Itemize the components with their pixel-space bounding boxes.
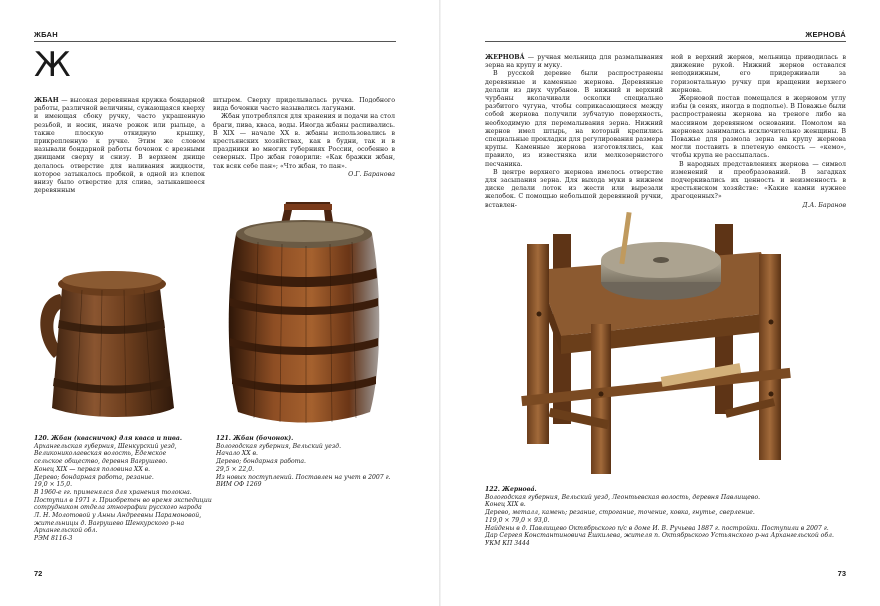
caption-line: ВИМ ОФ 1269: [216, 481, 262, 489]
article-paragraph: В центре верхнего жернова имелось отверстие для засыпания зерна. Для выхода муки в нижнем диске делали лоток из жести или вырезали желобок. С помощью небольшой деревянной ручки, вставлен-: [485, 168, 663, 209]
caption-120: [34, 435, 212, 543]
barrel-image: [218, 198, 388, 426]
caption-line: жительницы д. Вагрушево Шенкурского р-на: [34, 519, 185, 527]
entry-dash: —: [58, 97, 71, 104]
caption-line: Дерево, металл, камень; резание, строгание, точение, ковка, гнутье, сверление.: [485, 509, 755, 517]
article-column-2: [671, 54, 846, 210]
entry-term: ЖБАН: [34, 97, 59, 104]
caption-title: 122. Жернова́.: [485, 486, 537, 493]
article-paragraph: [485, 54, 663, 70]
millstones-image: [491, 204, 831, 480]
caption-line: Конец XIX в.: [485, 501, 526, 509]
caption-line: Л. Н. Молотовой у Анны Андреевны Парамоновой,: [34, 512, 202, 520]
caption-line: Архангельская губерния, Шенкурский уезд,: [34, 442, 177, 450]
caption-line: Вологодская губерния, Вельский уезд.: [216, 442, 342, 450]
running-header-right: ЖЕРНОВА́: [805, 30, 846, 39]
article-paragraph: штырем. Сверху приделывалась ручка. Подобного вида бочонки часто назывались лагунами.: [213, 97, 395, 113]
caption-line: УКМ КП 3444: [485, 539, 530, 547]
caption-line: Конец XIX — первая половина XX в.: [34, 465, 151, 473]
running-header-left: ЖБАН: [34, 30, 58, 39]
article-paragraph: [34, 97, 205, 195]
entry-text: ручная мельница для размалывания зерна на крупу и муку.: [485, 54, 663, 70]
entry-text: высокая деревянная кружка бондарной работы, различной величины, сужающаяся кверху и имеющая сбоку ручку, часто украшенную резьбой, и носик, иначе рожок или рыльце, а также плоскую откидную крышку, прикрепленную к ручке. Этим же словом называли бондарной работы бочонок с врезными днищами сверху и снизу. В верхнем днище делалось отверстие для наливания жидкости, которое затыкалось пробкой, в одной из клепок внизу было отверстие для слива, затыкавшееся деревянным: [34, 97, 205, 195]
caption-line: сельское общество, деревня Вагрушево.: [34, 458, 168, 466]
caption-line: Архангельской обл.: [34, 527, 98, 535]
caption-line: Поступил в 1971 г. Приобретен во время экспедиции: [34, 496, 212, 504]
caption-line: РЭМ 8116-3: [34, 535, 73, 543]
article-column-2: [213, 97, 395, 179]
author-signature: Д.А. Баранов: [802, 201, 846, 209]
header-rule-right: [485, 41, 846, 42]
article-paragraph: Жбан употреблялся для хранения и подачи на стол браги, пива, кваса, воды. Иногда жбаны распивались. В XIX — начале XX в. жбаны использовались в крестьянских хозяйствах, как в будни, так и в праздники во многих губерниях России, особенно в северных. Про жбан говорили: «Как бражки жбан, так всяк себе пан»; «Что жбан, то пан».: [213, 113, 395, 170]
article-paragraph: ной в верхний жернов, мельница приводилась в движение рукой. Нижний жернов оставался неподвижным, его придерживали за горизонтальную ручку при вращении верхнего жернова.: [671, 54, 846, 94]
article-column-1: [34, 97, 205, 195]
page-number-right: 73: [837, 569, 846, 578]
caption-line: Дар Сергея Константиновича Ешкилева, жителя п. Октябрьского Устьянского р-на Архангельской обл.: [485, 532, 834, 540]
article-paragraph: В русской деревне были распространены деревянные и каменные жернова. Деревянные делали из двух чурбанов. В нижний и верхний чурбаны вколачивали осколки специально разбитого чугуна, чтобы соприкасающиеся между собой жернова получили зубчатую поверхность, необходимую для перемалывания зерна. Нижний жернов имел штырь, на который крепились специальные прокладки для регулирования размера крупы. Каменные жернова изготовлялись, как правило, из известняка или мелкозернистого песчаника.: [485, 70, 663, 168]
caption-title: 120. Жбан (квасничок) для кваса и пива.: [34, 435, 182, 442]
caption-title: 121. Жбан (бочонок).: [216, 435, 294, 442]
caption-line: 19,0 × 15,0.: [34, 481, 73, 489]
caption-122: [485, 486, 846, 548]
caption-121: [216, 435, 396, 489]
caption-line: Найдены в д. Павлищево Октябрьского п/с в доме И. В. Ручьева 1887 г. постройки. Поступили в 2007 г.: [485, 524, 829, 532]
caption-line: В 1960-е гг. применялся для хранения толокна.: [34, 488, 192, 496]
section-letter: Ж: [34, 45, 71, 85]
header-rule-left: [34, 41, 396, 42]
caption-line: Дерево; бондарная работа.: [216, 458, 306, 466]
article-paragraph: Жерновой постав помещался в жерновом углу избы (в сенях, иногда в подполье). В Поважье были распространены жернова на треноге либо на массивном деревянном основании. Помолом на жерновах занимались исключительно женщины. В Поважье для размола зерна на крупу жернова могли поставить в плетеную емкость — «кемо», чтобы крупа не рассыпалась.: [671, 95, 846, 160]
left-page: [0, 0, 439, 606]
caption-line: сотрудником отдела этнографии русского народа: [34, 504, 202, 512]
caption-line: 119,0 × 79,0 × 93,0.: [485, 516, 550, 524]
caption-line: Дерево; бондарная работа, резание.: [34, 473, 154, 481]
entry-term: ЖЕРНОВА́: [485, 54, 525, 61]
caption-line: Из новых поступлений. Поставлен на учет в 2007 г.: [216, 473, 391, 481]
tankard-image: [32, 258, 184, 428]
caption-line: Вологодская губерния, Вельский уезд, Леонтьевская волость, деревня Павлищево.: [485, 493, 761, 501]
right-page: [441, 0, 880, 606]
caption-line: Великониколаевская волость, Едемское: [34, 450, 167, 458]
page-number-left: 72: [34, 569, 43, 578]
entry-dash: —: [524, 54, 538, 61]
author-signature: О.Г. Баранова: [348, 170, 395, 178]
article-paragraph: В народных представлениях жернова — символ изменений и преобразований. В загадках подчеркивались их ценность и неизменность в крестьянском хозяйстве: «Какие камни нужнее драгоценных?»: [671, 160, 846, 201]
caption-line: Начало XX в.: [216, 450, 258, 458]
caption-line: 29,5 × 22,0.: [216, 465, 255, 473]
article-column-1: [485, 54, 663, 210]
